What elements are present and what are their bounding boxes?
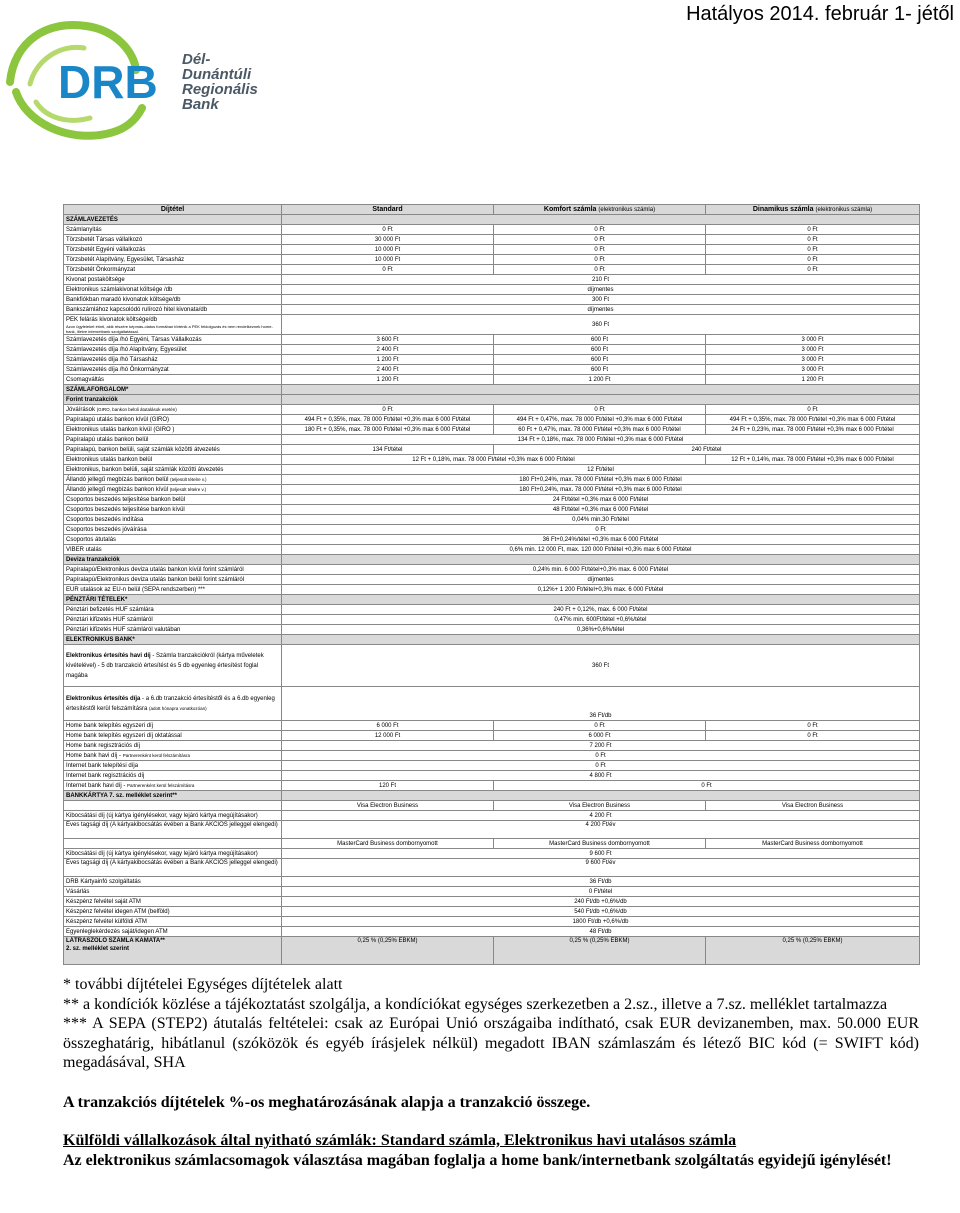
table-row: [64, 751, 920, 761]
row-label: Csoportos beszedés teljesítése bankon kívül: [64, 505, 282, 515]
fee-value: 2 400 Ft: [282, 365, 494, 375]
fee-value: 600 Ft: [494, 355, 706, 365]
fee-value: 1 200 Ft: [282, 375, 494, 385]
row-label: Home bank telepítés egyszeri díj oktatással: [64, 731, 282, 741]
merged-fee-value: 0 Ft: [282, 761, 920, 771]
section-filler: [282, 385, 920, 395]
section-title: SZÁMLAFORGALOM*: [64, 385, 282, 395]
table-row: [64, 285, 920, 295]
interest-value: 0,25 % (0,25% EBKM): [706, 937, 920, 965]
footnote-3: *** A SEPA (STEP2) átutalás feltételei: csak az Európai Unió országaiba indítható, csak EUR devizanemben, max. 50.000 EUR összeghatárig, hibátlanul (szóközök és egyéb írásjelek nélkül) megadott IBAN számlaszám és létező BIC kód (= SWIFT kód) megadásával, SHA: [63, 1015, 919, 1071]
footnotes: [63, 975, 919, 1170]
table-row: [64, 455, 920, 465]
row-label: Csoportos beszedés indítása: [64, 515, 282, 525]
fee-value: 3 000 Ft: [706, 335, 920, 345]
fee-value: MasterCard Business dombornyomott: [282, 839, 494, 849]
merged-fee-value: 134 Ft + 0,18%, max. 78 000 Ft/tétel +0,3% max 6 000 Ft/tétel: [282, 435, 920, 445]
merged-fee-value: 9 600 Ft/év: [282, 859, 920, 877]
table-row: [64, 781, 920, 791]
merged-fee-value: 4 800 Ft: [282, 771, 920, 781]
table-header-row: [64, 205, 920, 215]
table-row: [64, 859, 920, 877]
footnote-2: ** a kondíciók közlése a tájékoztatást szolgálja, a kondíciókat egységes szerkezetben a 2.sz., illetve a 7.sz. melléklet tartalmazza: [63, 995, 888, 1013]
row-label: Pénztári kifizetés HUF számláról: [64, 615, 282, 625]
merged-fee-value: 0,24% min. 6 000 Ft/tétel+0,3% max. 6 000 Ft/tétel: [282, 565, 920, 575]
row-label: PEK felárás kivonatok költsége/db Azon ügyfeleket érinti, akik részére képmás-olatos formában történik a PEK feldolgozás és nem rendelkeznek home-bank, illetve internetbank szolgáltatással.: [64, 315, 282, 335]
fee-table: [63, 204, 920, 965]
row-label: Számlanyitás: [64, 225, 282, 235]
table-row: [64, 687, 920, 721]
merged-fee-value: díjmentes: [282, 285, 920, 295]
fee-value: 0 Ft: [706, 721, 920, 731]
table-row: [64, 535, 920, 545]
row-label: Internet bank havi díj - Partnerenként kerül felszámításra: [64, 781, 282, 791]
header-standard: Standard: [282, 205, 494, 215]
section-filler: [282, 595, 920, 605]
merged-fee-value: 7 200 Ft: [282, 741, 920, 751]
row-label: VIBER utalás: [64, 545, 282, 555]
fee-value: 3 000 Ft: [706, 345, 920, 355]
row-label: Papíralapú utalás bankon belül: [64, 435, 282, 445]
section-title: SZÁMLAVEZETÉS: [64, 215, 282, 225]
fee-value: 0 Ft: [706, 405, 920, 415]
logo-bank-name: Dél-Dunántúli Regionális Bank: [182, 51, 258, 113]
table-row: [64, 801, 920, 811]
interest-value: 0,25 % (0,25% EBKM): [282, 937, 494, 965]
interest-value: 0,25 % (0,25% EBKM): [494, 937, 706, 965]
section-title: BANKKÁRTYA 7. sz. melléklet szerint**: [64, 791, 282, 801]
table-row: [64, 375, 920, 385]
fee-table-wrapper: [63, 204, 919, 965]
fee-value: 60 Ft + 0,47%, max. 78 000 Ft/tétel +0,3% max 6 000 Ft/tétel: [494, 425, 706, 435]
merged-fee-value: 0 Ft: [282, 525, 920, 535]
merged-fee-value: 36 Ft/db: [282, 687, 920, 721]
fee-value: Visa Electron Business: [494, 801, 706, 811]
section-title: ELEKTRONIKUS BANK*: [64, 635, 282, 645]
row-label: Elektronikus értesítés díja - a 6.db tranzakció értesítéstől és a 6.db egyenleg értesítéstől kerül felszámításra (adott hónapra vonatkozóan): [64, 687, 282, 721]
merged-fee-value: díjmentes: [282, 305, 920, 315]
row-label: Törzsbetét Egyéni vállalkozás: [64, 245, 282, 255]
merged-fee-value: 36 Ft+0,24%/tétel +0,3% max 6 000 Ft/tétel: [282, 535, 920, 545]
section-filler: [282, 215, 920, 225]
row-label: Csoportos beszedés teljesítése bankon belül: [64, 495, 282, 505]
section-filler: [282, 791, 920, 801]
table-row: [64, 275, 920, 285]
table-row: [64, 545, 920, 555]
table-row: [64, 405, 920, 415]
row-label: Elektronikus utalás bankon kívül (GIRO ): [64, 425, 282, 435]
table-row: [64, 721, 920, 731]
merged-fee-value: 540 Ft/db +0,6%/db: [282, 907, 920, 917]
fee-value: 0 Ft: [282, 265, 494, 275]
fee-value: 0 Ft: [282, 225, 494, 235]
row-label: Törzsbetét Társas vállalkozó: [64, 235, 282, 245]
table-row: [64, 565, 920, 575]
row-label: Elektronikus utalás bankon belül: [64, 455, 282, 465]
table-row: [64, 897, 920, 907]
row-label: Kivonat postaköltsége: [64, 275, 282, 285]
merged-fee-value: 24 Ft/tétel +0,3% max 6 000 Ft/tétel: [282, 495, 920, 505]
row-label: Csoportos átutalás: [64, 535, 282, 545]
table-row: [64, 265, 920, 275]
fee-value: 10 000 Ft: [282, 255, 494, 265]
electronic-package-note: Az elektronikus számlacsomagok választása magában foglalja a home bank/internetbank szolgáltatás egyidejű igénylését!: [63, 1151, 892, 1169]
row-label: Papíralapú/Elektronikus deviza utalás bankon kívül forint számláról: [64, 565, 282, 575]
table-row: [64, 365, 920, 375]
header-fee-item: Díjtétel: [64, 205, 282, 215]
row-label: Éves tagsági díj (A kártyakibocsátás évében a Bank AKCIÓS jelleggel elengedi): [64, 821, 282, 839]
row-label: Kibocsátási díj (új kártya igénylésekor, vagy lejáró kártya megújításakor): [64, 849, 282, 859]
row-label: Törzsbetét Alapítvány, Egyesület, Társasház: [64, 255, 282, 265]
section-header-row: [64, 635, 920, 645]
header-komfort: Komfort számla (elektronikus számla): [494, 205, 706, 215]
merged-fee-value: 0,36%+0,6%/tétel: [282, 625, 920, 635]
row-label: Készpénz felvétel külföldi ATM: [64, 917, 282, 927]
table-row: [64, 927, 920, 937]
table-row: [64, 235, 920, 245]
row-label: Készpénz felvétel saját ATM: [64, 897, 282, 907]
section-header-row: [64, 395, 920, 405]
merged-fee-value: 48 Ft/tétel +0,3% max 6 000 Ft/tétel: [282, 505, 920, 515]
row-label: Home bank telepítés egyszeri díj: [64, 721, 282, 731]
table-row: [64, 731, 920, 741]
row-label: Home bank havi díj - Partnerenként kerül felszámításra: [64, 751, 282, 761]
table-row: [64, 525, 920, 535]
table-row: [64, 475, 920, 485]
fee-value: 494 Ft + 0,35%, max. 78 000 Ft/tétel +0,3% max 6 000 Ft/tétel: [706, 415, 920, 425]
table-row: [64, 355, 920, 365]
fee-value: 600 Ft: [494, 365, 706, 375]
fee-value: 6 000 Ft: [494, 731, 706, 741]
footnote-1: * további díjtételei Egységes díjtételek alatt: [63, 976, 343, 993]
fee-value: 0 Ft: [706, 235, 920, 245]
row-label: Internet bank regisztrációs díj: [64, 771, 282, 781]
merged-fee-value: 4 200 Ft: [282, 811, 920, 821]
percentage-basis-note: A tranzakciós díjtételek %-os meghatározásának alapja a tranzakció összege.: [63, 1093, 591, 1111]
row-label: Számlavezetés díja /hó Alapítvány, Egyesület: [64, 345, 282, 355]
table-row: [64, 335, 920, 345]
row-label: Éves tagsági díj (A kártyakibocsátás évében a Bank AKCIÓS jelleggel elengedi): [64, 859, 282, 877]
fee-value-standard-komfort: 12 Ft + 0,18%, max. 78 000 Ft/tétel +0,3% max 6 000 Ft/tétel: [282, 455, 706, 465]
merged-fee-value: 300 Ft: [282, 295, 920, 305]
row-label: Elektronikus számlakivonat költsége /db: [64, 285, 282, 295]
merged-fee-value: 360 Ft: [282, 645, 920, 687]
row-label: Papíralapú/Elektronikus deviza utalás bankon belül forint számláról: [64, 575, 282, 585]
fee-value-electronic: 240 Ft/tétel: [494, 445, 920, 455]
fee-value-electronic: 0 Ft: [494, 781, 920, 791]
table-row: [64, 811, 920, 821]
table-row: [64, 485, 920, 495]
fee-value: 30 000 Ft: [282, 235, 494, 245]
section-filler: [282, 555, 920, 565]
foreign-accounts-note: Külföldi vállalkozások által nyitható számlák: Standard számla, Elektronikus havi utalásos számla: [63, 1132, 737, 1149]
fee-value: 3 000 Ft: [706, 365, 920, 375]
fee-value: 2 400 Ft: [282, 345, 494, 355]
merged-fee-value: 180 Ft+0,24%, max. 78 000 Ft/tétel +0,3% max 6 000 Ft/tétel: [282, 485, 920, 495]
table-row: [64, 917, 920, 927]
header-dinamikus: Dinamikus számla (elektronikus számla): [706, 205, 920, 215]
fee-value: 0 Ft: [706, 255, 920, 265]
merged-fee-value: 360 Ft: [282, 315, 920, 335]
row-label: Bankszámlához kapcsolódó rulírozó hitel kivonata/db: [64, 305, 282, 315]
merged-fee-value: 0 Ft/tétel: [282, 887, 920, 897]
row-label: DRB Kártyainfó szolgáltatás: [64, 877, 282, 887]
table-row: [64, 605, 920, 615]
row-label: Papíralapú utalás bankon kívül (GIRO): [64, 415, 282, 425]
fee-value: 0 Ft: [494, 721, 706, 731]
fee-value: 494 Ft + 0,47%, max. 78 000 Ft/tétel +0,3% max 6 000 Ft/tétel: [494, 415, 706, 425]
merged-fee-value: 0,12%+ 1 200 Ft/tétel+0,3% max. 6 000 Ft/tétel: [282, 585, 920, 595]
fee-value: 1 200 Ft: [494, 375, 706, 385]
table-row: [64, 345, 920, 355]
table-row: [64, 585, 920, 595]
row-label: Állandó jellegű megbízás bankon kívül (teljesült tételre v.): [64, 485, 282, 495]
merged-fee-value: 1800 Ft/db +0,6%/db: [282, 917, 920, 927]
section-header-row: [64, 555, 920, 565]
row-label: Készpénz felvétel idegen ATM (belföld): [64, 907, 282, 917]
row-label: Papíralapú, bankon belüli, saját számlák közötti átvezetés: [64, 445, 282, 455]
table-row: [64, 839, 920, 849]
fee-value-standard: 134 Ft/tétel: [282, 445, 494, 455]
table-row: [64, 515, 920, 525]
section-title: Forint tranzakciók: [64, 395, 282, 405]
fee-value: 10 000 Ft: [282, 245, 494, 255]
row-label: Csoportos beszedés jóváírása: [64, 525, 282, 535]
table-row: [64, 887, 920, 897]
fee-value: 3 000 Ft: [706, 355, 920, 365]
fee-value: 0 Ft: [706, 731, 920, 741]
fee-value: 0 Ft: [282, 405, 494, 415]
fee-value: 6 000 Ft: [282, 721, 494, 731]
fee-value: 0 Ft: [706, 265, 920, 275]
row-label: Internet bank telepítési díja: [64, 761, 282, 771]
fee-value: 0 Ft: [494, 235, 706, 245]
row-label: Csomagváltás: [64, 375, 282, 385]
row-label: LÁTRASZÓLÓ SZÁMLA KAMATA** 2. sz. melléklet szerint: [64, 937, 282, 965]
merged-fee-value: 0,47% min. 600Ft/tétel +0,6%/tétel: [282, 615, 920, 625]
table-row: [64, 821, 920, 839]
fee-value: 0 Ft: [706, 245, 920, 255]
merged-fee-value: 240 Ft + 0,12%, max. 6 000 Ft/tétel: [282, 605, 920, 615]
table-row: [64, 445, 920, 455]
merged-fee-value: 12 Ft/tétel: [282, 465, 920, 475]
fee-value: 600 Ft: [494, 335, 706, 345]
table-row: [64, 907, 920, 917]
row-label: [64, 839, 282, 849]
table-row: [64, 849, 920, 859]
row-label: Bankfiókban maradó kivonatok költsége/db: [64, 295, 282, 305]
table-row: [64, 937, 920, 965]
row-label: EUR utalások az EU-n belül (SEPA rendszerben) ***: [64, 585, 282, 595]
merged-fee-value: 48 Ft/db: [282, 927, 920, 937]
merged-fee-value: 0,6% min. 12 000 Ft, max. 120 000 Ft/tétel +0,3% max 6 000 Ft/tétel: [282, 545, 920, 555]
table-row: [64, 255, 920, 265]
row-label: Home bank regisztrációs díj: [64, 741, 282, 751]
fee-value: 0 Ft: [706, 225, 920, 235]
fee-value: 180 Ft + 0,35%, max. 78 000 Ft/tétel +0,3% max 6 000 Ft/tétel: [282, 425, 494, 435]
fee-value: 24 Ft + 0,23%, max. 78 000 Ft/tétel +0,3% max 6 000 Ft/tétel: [706, 425, 920, 435]
section-header-row: [64, 385, 920, 395]
fee-value: 3 600 Ft: [282, 335, 494, 345]
row-label: Állandó jellegű megbízás bankon belül (teljesült tételre v.): [64, 475, 282, 485]
fee-value: 1 200 Ft: [706, 375, 920, 385]
fee-value: 0 Ft: [494, 225, 706, 235]
table-row: [64, 615, 920, 625]
fee-value: MasterCard Business dombornyomott: [706, 839, 920, 849]
section-header-row: [64, 595, 920, 605]
fee-value-dinamikus: 12 Ft + 0,14%, max. 78 000 Ft/tétel +0,3% max 6 000 Ft/tétel: [706, 455, 920, 465]
fee-value: 12 000 Ft: [282, 731, 494, 741]
table-row: [64, 465, 920, 475]
fee-value: 0 Ft: [494, 255, 706, 265]
merged-fee-value: 36 Ft/db: [282, 877, 920, 887]
table-row: [64, 305, 920, 315]
row-label: Pénztári kifizetés HUF számláról valutában: [64, 625, 282, 635]
fee-value: 494 Ft + 0,35%, max. 78 000 Ft/tétel +0,3% max 6 000 Ft/tétel: [282, 415, 494, 425]
row-label: Számlavezetés díja /hó Egyéni, Társas Vállalkozás: [64, 335, 282, 345]
row-label: [64, 801, 282, 811]
table-row: [64, 415, 920, 425]
section-filler: [282, 395, 920, 405]
row-label: Kibocsátási díj (új kártya igénylésekor, vagy lejáró kártya megújításakor): [64, 811, 282, 821]
table-row: [64, 575, 920, 585]
row-label: Egyenleglekérdezés saját/idegen ATM: [64, 927, 282, 937]
bank-logo: [6, 12, 266, 142]
fee-value: 1 200 Ft: [282, 355, 494, 365]
table-row: [64, 741, 920, 751]
table-row: [64, 495, 920, 505]
merged-fee-value: 240 Ft/db +0,6%/db: [282, 897, 920, 907]
table-row: [64, 245, 920, 255]
fee-value: Visa Electron Business: [282, 801, 494, 811]
table-row: [64, 295, 920, 305]
fee-value: 0 Ft: [494, 405, 706, 415]
section-header-row: [64, 791, 920, 801]
row-label: Számlavezetés díja /hó Önkormányzat: [64, 365, 282, 375]
row-label: Számlavezetés díja /hó Társasház: [64, 355, 282, 365]
row-label: Jóváírások (GIRO, bankon belüli átutalások esetén): [64, 405, 282, 415]
fee-value-standard: 120 Ft: [282, 781, 494, 791]
table-row: [64, 505, 920, 515]
row-label: Elektronikus, bankon belüli, saját számlák közötti átvezetés: [64, 465, 282, 475]
row-label: Vásárlás: [64, 887, 282, 897]
table-row: [64, 435, 920, 445]
section-filler: [282, 635, 920, 645]
table-row: [64, 625, 920, 635]
fee-value: 0 Ft: [494, 265, 706, 275]
fee-value: Visa Electron Business: [706, 801, 920, 811]
row-label: Pénztári befizetés HUF számlára: [64, 605, 282, 615]
merged-fee-value: 180 Ft+0,24%, max. 78 000 Ft/tétel +0,3% max 6 000 Ft/tétel: [282, 475, 920, 485]
merged-fee-value: 0,04% min.30 Ft/tétel: [282, 515, 920, 525]
section-title: PÉNZTÁRI TÉTELEK*: [64, 595, 282, 605]
row-label: Elektronikus értesítés havi díj - Számla tranzakciókról (kártya műveletek kivételével) - 5 db tranzakció értesítést és 5 db egyenleg értesítést foglal magába: [64, 645, 282, 687]
merged-fee-value: 9 600 Ft: [282, 849, 920, 859]
table-row: [64, 761, 920, 771]
fee-value: MasterCard Business dombornyomott: [494, 839, 706, 849]
merged-fee-value: 210 Ft: [282, 275, 920, 285]
validity-date: Hatályos 2014. február 1- jétől: [686, 3, 954, 25]
merged-fee-value: 0 Ft: [282, 751, 920, 761]
table-row: [64, 877, 920, 887]
section-header-row: [64, 215, 920, 225]
section-title: Deviza tranzakciók: [64, 555, 282, 565]
merged-fee-value: díjmentes: [282, 575, 920, 585]
merged-fee-value: 4 200 Ft/év: [282, 821, 920, 839]
table-row: [64, 315, 920, 335]
table-row: [64, 225, 920, 235]
fee-value: 0 Ft: [494, 245, 706, 255]
logo-letters: DRB: [58, 56, 158, 108]
table-row: [64, 645, 920, 687]
table-row: [64, 771, 920, 781]
row-label: Törzsbetét Önkormányzat: [64, 265, 282, 275]
fee-value: 600 Ft: [494, 345, 706, 355]
table-row: [64, 425, 920, 435]
